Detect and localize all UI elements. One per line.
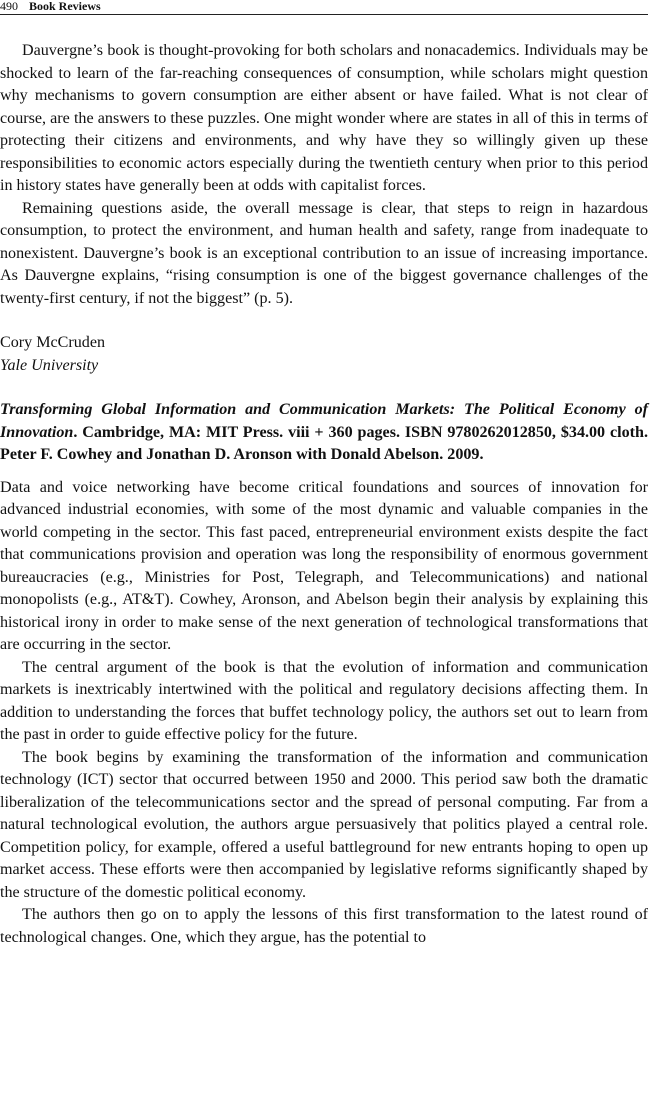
- page-number: 490: [0, 0, 18, 13]
- review-heading: [0, 399, 648, 467]
- book-title: Transforming Global Information and Communication Markets: The Political Economy of Innovation: [0, 401, 648, 441]
- review-two-paragraph: Data and voice networking have become critical foundations and sources of innovation for advanced industrial economies, with some of the most dynamic and valuable companies in the world competing in the sector. This fast paced, entrepreneurial environment exists despite the fact that communications provision and operation was long the responsibility of enormous government bureaucracies (e.g., Ministries for Post, Telegraph, and Telecommunications) and national monopolists (e.g., AT&T). Cowhey, Aronson, and Abelson begin their analysis by explaining this historical irony in order to make sense of the next generation of technological transformations that are occurring in the sector.: [0, 478, 648, 653]
- review-one-paragraph: Dauvergne’s book is thought-provoking for both scholars and nonacademics. Individuals may be shocked to learn of the far-reaching consequences of consumption, while scholars might question why mechanisms to govern consumption are either absent or have failed. What is not clear of course, are the answers to these puzzles. One might wonder where are states in all of this in terms of protecting their citizens and environments, and why have they so willingly given up these responsibilities to economic actors especially during the twentieth century when prior to this period in history states have generally been at odds with capitalist forces.: [0, 42, 648, 194]
- running-head: [0, 0, 648, 15]
- review-two-paragraph: The authors then go on to apply the lessons of this first transformation to the latest round of technological changes. One, which they argue, has the potential to: [0, 906, 648, 946]
- reviewer-name: Cory McCruden: [0, 334, 106, 351]
- reviewer-signature: [0, 332, 648, 377]
- review-two-paragraph: The book begins by examining the transformation of the information and communication technology (ICT) sector that occurred between 1950 and 2000. This period saw both the dramatic liberalization of the telecommunications sector and the spread of personal computing. Far from a natural technological evolution, the authors argue persuasively that politics played a central role. Competition policy, for example, offered a useful battleground for new entrants hoping to open up market access. These efforts were then accompanied by legislative reforms significantly shaped by the structure of the domestic political economy.: [0, 748, 648, 901]
- publication-details: . Cambridge, MA: MIT Press. viii + 360 pages. ISBN 9780262012850, $34.00 cloth. Peter F. Cowhey and Jonathan D. Aronson with Donald Abelson. 2009.: [0, 423, 648, 463]
- reviewer-affiliation: Yale University: [0, 356, 99, 374]
- article-body: [0, 40, 648, 949]
- review-two-paragraph: The central argument of the book is that the evolution of information and communication markets is inextricably intertwined with the political and regulatory decisions affecting them. In addition to understanding the forces that buffet technology policy, the authors set out to learn from the past in order to guide effective policy for the future.: [0, 658, 648, 743]
- review-one-paragraph: Remaining questions aside, the overall message is clear, that steps to reign in hazardous consumption, to protect the environment, and human health and safety, range from inadequate to nonexistent. Dauvergne’s book is an exceptional contribution to an issue of increasing importance. As Dauvergne explains, “rising consumption is one of the biggest governance challenges of the twenty-first century, if not the biggest” (p. 5).: [0, 199, 648, 307]
- section-title: Book Reviews: [29, 0, 101, 13]
